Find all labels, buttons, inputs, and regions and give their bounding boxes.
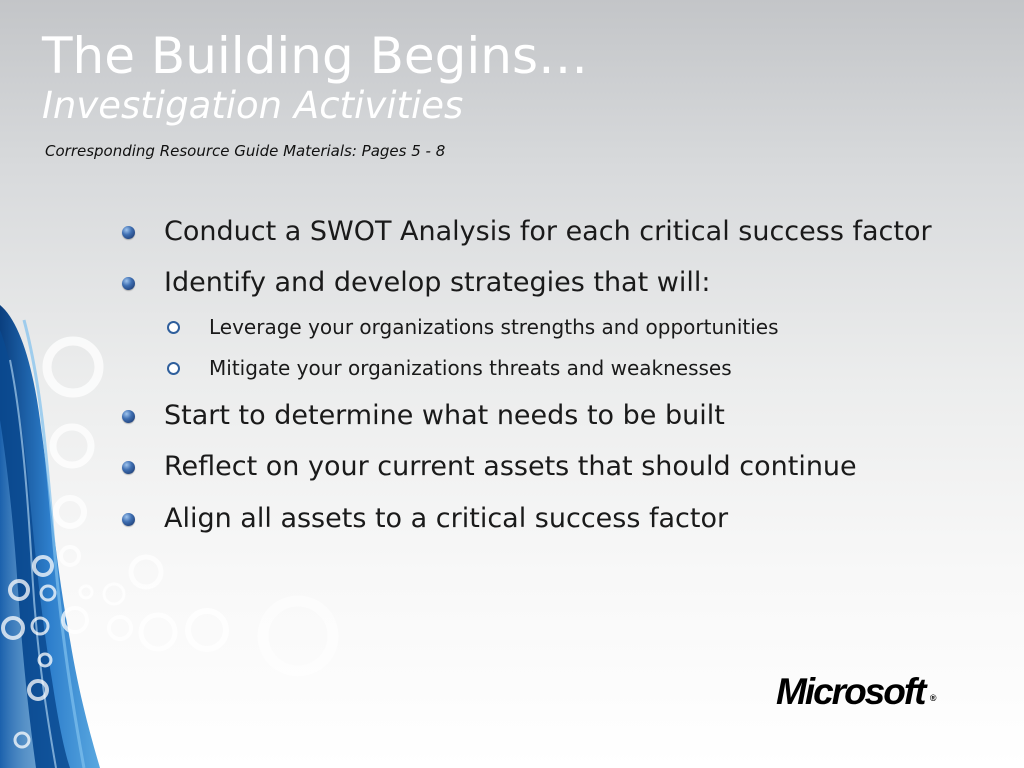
- bullet-text: Conduct a SWOT Analysis for each critical success factor: [164, 216, 932, 247]
- bullet-text: Align all assets to a critical success factor: [164, 503, 729, 534]
- slide-title: The Building Begins…: [42, 27, 589, 85]
- bullet-text: Start to determine what needs to be built: [164, 400, 725, 431]
- bullet-item: [164, 450, 857, 484]
- sub-bullet-text: Mitigate your organizations threats and weaknesses: [209, 356, 732, 380]
- blue-dot-icon: [122, 277, 135, 290]
- blue-dot-icon: [122, 226, 135, 239]
- bullet-item: [164, 399, 725, 433]
- hollow-ring-icon: [167, 321, 180, 334]
- microsoft-logo: [776, 671, 937, 712]
- bullet-text: Identify and develop strategies that will:: [164, 267, 711, 298]
- blue-dot-icon: [122, 410, 135, 423]
- blue-dot-icon: [122, 513, 135, 526]
- blue-dot-icon: [122, 461, 135, 474]
- slide-subtitle: Investigation Activities: [42, 84, 464, 127]
- bullet-text: Reflect on your current assets that should continue: [164, 451, 857, 482]
- hollow-ring-icon: [167, 362, 180, 375]
- sub-bullet-item: [209, 314, 779, 340]
- sub-bullet-text: Leverage your organizations strengths and opportunities: [209, 315, 779, 339]
- registered-mark: ®: [929, 693, 937, 703]
- logo-wordmark: Microsoft: [776, 671, 925, 712]
- sub-bullet-item: [209, 355, 732, 381]
- bullet-item: [164, 502, 728, 536]
- resource-guide-note: Corresponding Resource Guide Materials: Pages 5 - 8: [45, 142, 446, 160]
- bullet-item: [164, 215, 932, 249]
- bullet-item: [164, 266, 710, 300]
